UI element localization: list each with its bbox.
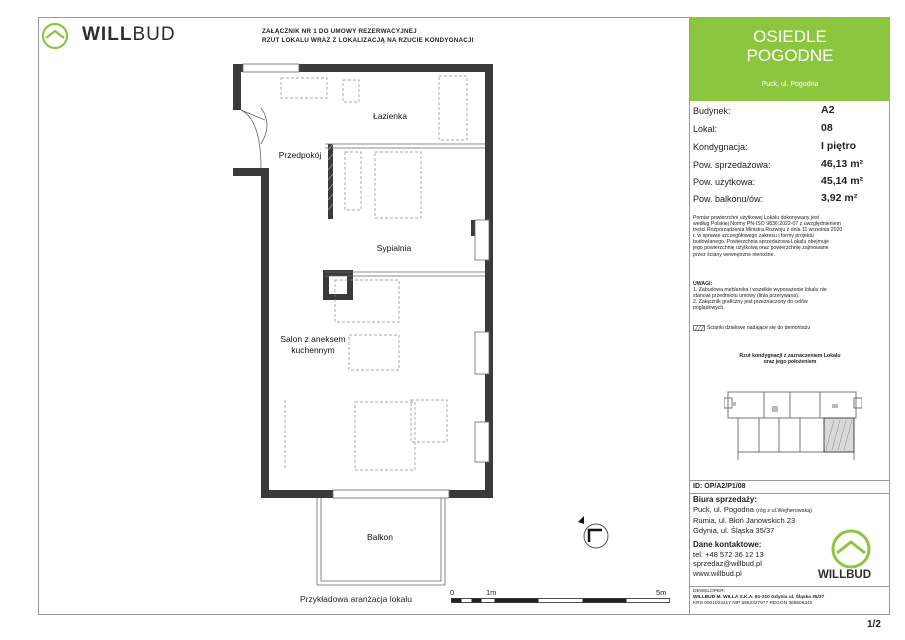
measurement-note: Pomiar powierzchni użytkowej Lokalu dokonywany jest według Polskiej Normy PN-ISO 9836:2022-07 z uwzględnieniem treści Rozporządzenia Ministra Rozwoju z dnia 11 września 2020 r. w sprawie szczegółowego zakresu i formy projektu budowlanego. Powierzchnia sprzedażowa Lokalu obejmuje jego powierzchnię użytkową oraz powierzchnię zajmowane przez ściany wewnętrzne nienośne. bbox=[693, 215, 843, 258]
estate-address: Puck, ul. Pogodna bbox=[761, 81, 819, 88]
hatch-legend-icon bbox=[693, 325, 705, 331]
legend-text: Ścianki działowe nadające się do demontażu bbox=[707, 325, 811, 331]
remarks: UWAGI: 1. Zabudowa meblarska i wszelkie wyposażenie lokalu nie stanowi przedmiotu umowy (linia przerywana). 2. Załącznik graficzny jest przeznaczony do celów poglądowych. bbox=[693, 281, 827, 312]
spec-value: 46,13 m² bbox=[821, 158, 864, 170]
page-number: 1/2 bbox=[867, 619, 881, 630]
estate-name: OSIEDLE POGODNE bbox=[746, 27, 834, 65]
spec-label: Kondygnacja: bbox=[693, 142, 748, 152]
scale-bar bbox=[451, 598, 671, 604]
room-label-balcony: Balkon bbox=[367, 532, 393, 542]
room-label-living-room: Salon z aneksem kuchennym bbox=[280, 334, 346, 355]
spec-label: Budynek: bbox=[693, 106, 731, 116]
willbud-logo-icon bbox=[41, 22, 77, 50]
scale-tick-5m: 5m bbox=[656, 588, 667, 597]
panel-divider bbox=[690, 493, 890, 494]
spec-value: 45,14 m² bbox=[821, 175, 864, 187]
developer-info: DEWELOPER: WILLBUD M. WILLA S.K.A. 81-310 Gdynia ul. Śląska 35/37 KRS 0001024217 NIP 5862327977 REGON 369506340 bbox=[693, 589, 825, 606]
spec-label: Lokal: bbox=[693, 124, 718, 134]
room-label-bedroom: Sypialnia bbox=[376, 243, 412, 253]
apartment-floor-plan bbox=[225, 60, 510, 605]
scale-tick-0: 0 bbox=[450, 588, 455, 597]
document-id: ID: OP/A2/P1/08 bbox=[693, 483, 746, 490]
brand-mark-text: WILLBUD bbox=[818, 569, 872, 581]
scale-tick-1m: 1m bbox=[486, 588, 497, 597]
spec-value: 3,92 m² bbox=[821, 192, 858, 204]
north-arrow-icon bbox=[572, 512, 616, 556]
willbud-brand-mark-icon bbox=[827, 527, 875, 569]
sales-offices: Biura sprzedaży: Puck, ul. Pogodna (róg z ul.Wejherowską) Rumia, ul. Błoń Janowskich 23 Gdynia, ul. Śląska 35/37 bbox=[693, 495, 813, 535]
logo-text: WILLBUD bbox=[82, 24, 176, 45]
spec-value: 08 bbox=[821, 122, 833, 134]
room-label-bathroom: Łazienka bbox=[372, 111, 408, 121]
panel-divider bbox=[690, 480, 890, 481]
document-title: ZAŁĄCZNIK NR 1 DO UMOWY REZERWACYJNEJ RZUT LOKALU WRAZ Z LOKALIZACJĄ NA RZUCIE KONDYGNACJI bbox=[262, 28, 474, 44]
spec-value: I piętro bbox=[821, 140, 857, 152]
scale-caption: Przykładowa aranżacja lokalu bbox=[300, 594, 412, 604]
location-title: Rzut kondygnacji z zaznaczeniem Lokalu oraz jego położeniem bbox=[739, 353, 841, 366]
windows bbox=[243, 64, 489, 498]
spec-label: Pow. balkonu/ów: bbox=[693, 194, 764, 204]
panel-divider bbox=[690, 586, 890, 587]
spec-value: A2 bbox=[821, 104, 835, 116]
spec-label: Pow. użytkowa: bbox=[693, 177, 756, 187]
walls bbox=[233, 64, 493, 498]
furniture bbox=[281, 76, 467, 470]
spec-label: Pow. sprzedażowa: bbox=[693, 160, 771, 170]
location-floor-plan bbox=[724, 384, 862, 462]
room-label-hall: Przedpokój bbox=[278, 150, 322, 160]
contact-details: Dane kontaktowe: tel. +48 572 36 12 13 sprzedaz@willbud.pl www.willbud.pl bbox=[693, 540, 764, 578]
